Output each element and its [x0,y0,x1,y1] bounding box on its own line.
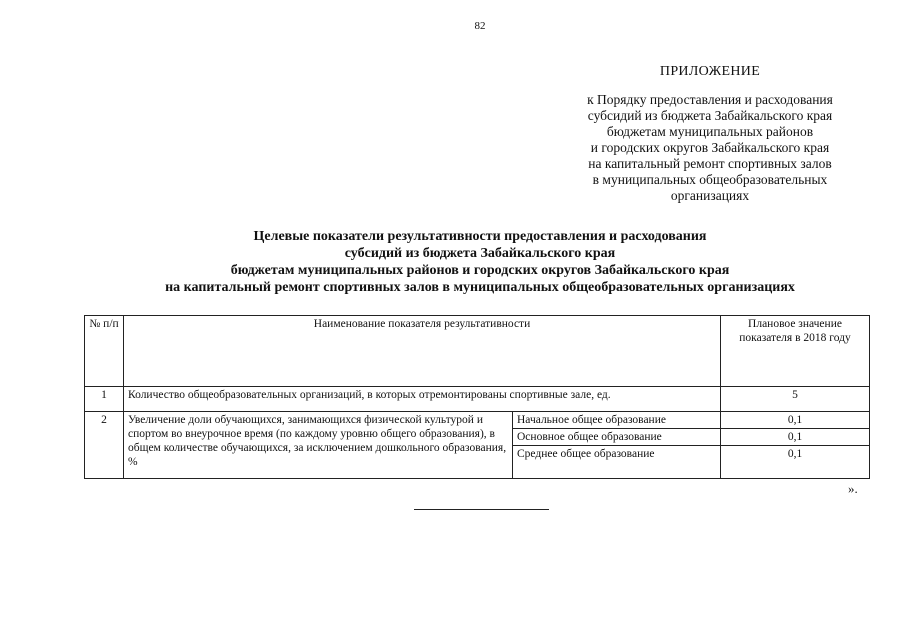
table-row [85,412,870,429]
row-value: 0,1 [721,429,870,446]
education-level: Начальное общее образование [513,412,721,429]
row-name: Увеличение доли обучающихся, занимающихся физической культурой и спортом во внеурочное время (по каждому уровню общего образования), в общем количестве обучающихся, за исключением дошкольного образования, % [124,412,513,479]
education-level: Среднее общее образование [513,446,721,479]
row-num: 2 [85,412,124,479]
heading-line: бюджетам муниципальных районов и городских округов Забайкальского края [230,263,730,278]
table-row [85,387,870,412]
row-value: 5 [721,387,870,412]
appendix-line: на капитальный ремонт спортивных залов [588,156,832,171]
header-name: Наименование показателя результативности [124,316,721,387]
row-num: 1 [85,387,124,412]
page-number: 82 [474,20,486,32]
appendix-line: и городских округов Забайкальского края [590,140,830,155]
closing-quote: ». [848,481,858,496]
appendix-text [555,92,865,204]
education-level: Основное общее образование [513,429,721,446]
appendix-title: ПРИЛОЖЕНИЕ [659,64,761,79]
header-value: Плановое значение показателя в 2018 году [721,316,870,387]
appendix-line: субсидий из бюджета Забайкальского края [587,108,833,123]
heading-line: Целевые показатели результативности предоставления и расходования [253,229,707,244]
row-value: 0,1 [721,412,870,429]
row-name: Количество общеобразовательных организаций, в которых отремонтированы спортивные зале, ед. [124,387,721,412]
appendix-line: в муниципальных общеобразовательных [592,172,828,187]
document-heading [80,228,880,296]
appendix-line: бюджетам муниципальных районов [606,124,814,139]
row-value: 0,1 [721,446,870,479]
appendix-line: организациях [670,188,750,203]
table-header-row [85,316,870,387]
appendix-line: к Порядку предоставления и расходования [587,92,833,107]
indicators-table [84,315,870,479]
heading-line: на капитальный ремонт спортивных залов в муниципальных общеобразовательных организациях [165,280,795,295]
divider-line [414,509,549,510]
header-num: № п/п [85,316,124,387]
heading-line: субсидий из бюджета Забайкальского края [344,246,616,261]
